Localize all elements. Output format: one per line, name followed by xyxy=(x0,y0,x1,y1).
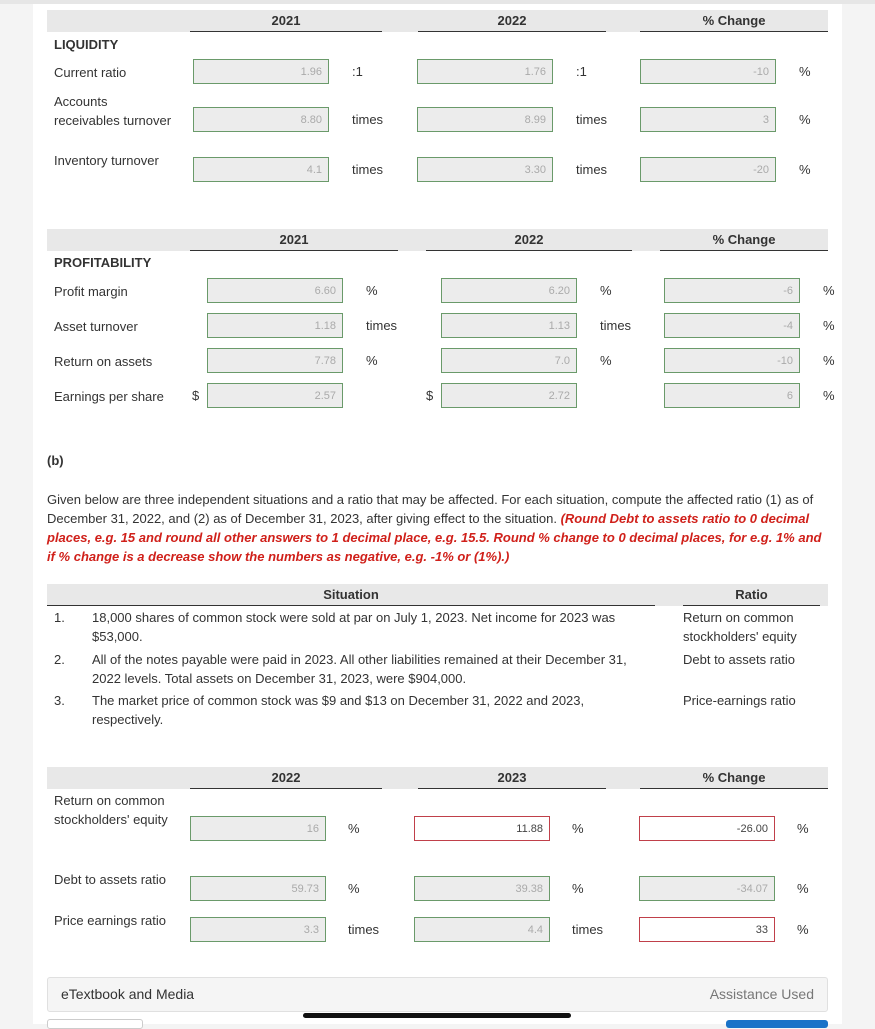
liquidity-unit: times xyxy=(352,162,384,177)
profitability-row-label: Asset turnover xyxy=(54,318,138,334)
liquidity-unit: % xyxy=(799,64,811,79)
liquidity-input-change[interactable]: -20 xyxy=(640,157,776,182)
answers-unit: % xyxy=(797,821,809,836)
answers-unit: % xyxy=(572,881,584,896)
situation-ratio: Debt to assets ratio xyxy=(683,652,795,667)
secondary-button[interactable] xyxy=(47,1019,143,1029)
liquidity-section-label: LIQUIDITY xyxy=(54,37,119,52)
answers-unit: times xyxy=(348,922,380,937)
situation-header: Situation xyxy=(47,584,655,606)
profitability-col-header-0: 2021 xyxy=(190,229,398,251)
situation-number: 3. xyxy=(54,693,65,708)
profitability-unit: times xyxy=(600,318,632,333)
liquidity-unit: :1 xyxy=(352,64,363,79)
profitability-section-label: PROFITABILITY xyxy=(54,255,152,270)
profitability-unit: % xyxy=(823,353,835,368)
answers-input-v2022[interactable]: 16 xyxy=(190,816,326,841)
situation-text: The market price of common stock was $9 and $13 on December 31, 2022 and 2023, respectively. xyxy=(92,693,585,727)
profitability-input-v2021[interactable]: 6.60 xyxy=(207,278,343,303)
profitability-unit: % xyxy=(600,283,612,298)
instructions-text: Given below are three independent situations and a ratio that may be affected. For each situation, compute the affected ratio (1) as of December 31, 2022, and (2) as of December 31, 2023, after giving effect to the situation. xyxy=(47,492,814,526)
liquidity-unit: :1 xyxy=(576,64,587,79)
liquidity-row-label: Current ratio xyxy=(54,64,127,80)
answers-input-v2022[interactable]: 59.73 xyxy=(190,876,326,901)
part-b-label: (b) xyxy=(47,453,64,468)
footer-bar xyxy=(47,977,828,1012)
profitability-input-v2022[interactable]: 1.13 xyxy=(441,313,577,338)
liquidity-input-v2022[interactable]: 1.76 xyxy=(417,59,553,84)
profitability-input-v2022[interactable]: 6.20 xyxy=(441,278,577,303)
liquidity-unit: times xyxy=(352,112,384,127)
dollar-sign: $ xyxy=(192,388,200,403)
answers-input-v2023[interactable]: 4.4 xyxy=(414,917,550,942)
profitability-input-v2021[interactable]: 2.57 xyxy=(207,383,343,408)
dollar-sign: $ xyxy=(426,388,434,403)
liquidity-unit: times xyxy=(576,112,608,127)
answers-unit: % xyxy=(348,821,360,836)
profitability-row-label: Earnings per share xyxy=(54,388,164,404)
profitability-input-change[interactable]: -4 xyxy=(664,313,800,338)
answers-row-label: Return on common stockholders' equity xyxy=(54,793,168,827)
profitability-unit: % xyxy=(823,318,835,333)
liquidity-input-v2021[interactable]: 4.1 xyxy=(193,157,329,182)
rounding-instructions: (Round Debt to assets ratio to 0 decimal places, e.g. 15 and round all other answers to 1 decimal place, e.g. 15.5. Round % change to 0 decimal places, for e.g. 1% and if % change is a decrease show the numbers as negative, e.g. -1% or (1%).) xyxy=(47,511,822,564)
liquidity-col-header-1: 2022 xyxy=(418,10,606,32)
answers-col-header-2: % Change xyxy=(640,767,828,789)
profitability-unit: % xyxy=(600,353,612,368)
profitability-col-header-1: 2022 xyxy=(426,229,632,251)
answers-row-label: Debt to assets ratio xyxy=(54,872,166,887)
liquidity-input-v2022[interactable]: 8.99 xyxy=(417,107,553,132)
answers-row-label: Price earnings ratio xyxy=(54,913,166,928)
assistance-used: Assistance Used xyxy=(709,986,814,1002)
situation-text: 18,000 shares of common stock were sold at par on July 1, 2023. Net income for 2023 was $53,000. xyxy=(92,610,616,644)
liquidity-input-change[interactable]: 3 xyxy=(640,107,776,132)
answers-input-change[interactable]: 33 xyxy=(639,917,775,942)
profitability-input-v2021[interactable]: 1.18 xyxy=(207,313,343,338)
answers-input-v2023[interactable]: 39.38 xyxy=(414,876,550,901)
liquidity-input-change[interactable]: -10 xyxy=(640,59,776,84)
liquidity-row-label: Accounts receivables turnover xyxy=(54,93,172,128)
profitability-input-change[interactable]: -10 xyxy=(664,348,800,373)
etextbook-link[interactable]: eTextbook and Media xyxy=(61,986,195,1002)
profitability-unit: % xyxy=(823,388,835,403)
profitability-row-label: Profit margin xyxy=(54,283,128,299)
liquidity-col-header-2: % Change xyxy=(640,10,828,32)
profitability-input-change[interactable]: -6 xyxy=(664,278,800,303)
answers-unit: % xyxy=(797,881,809,896)
situation-ratio: Price-earnings ratio xyxy=(683,693,796,708)
answers-input-change[interactable]: -26.00 xyxy=(639,816,775,841)
answers-input-change[interactable]: -34.07 xyxy=(639,876,775,901)
answers-unit: % xyxy=(348,881,360,896)
instructions xyxy=(47,490,822,566)
profitability-input-v2022[interactable]: 7.0 xyxy=(441,348,577,373)
answers-input-v2022[interactable]: 3.3 xyxy=(190,917,326,942)
answers-col-header-1: 2023 xyxy=(418,767,606,789)
answers-col-header-0: 2022 xyxy=(190,767,382,789)
liquidity-input-v2021[interactable]: 8.80 xyxy=(193,107,329,132)
submit-button[interactable] xyxy=(726,1020,828,1028)
answers-unit: times xyxy=(572,922,604,937)
profitability-input-v2021[interactable]: 7.78 xyxy=(207,348,343,373)
profitability-unit: % xyxy=(823,283,835,298)
liquidity-input-v2021[interactable]: 1.96 xyxy=(193,59,329,84)
liquidity-unit: times xyxy=(576,162,608,177)
profitability-unit: % xyxy=(366,353,378,368)
ratio-header: Ratio xyxy=(683,584,820,606)
liquidity-unit: % xyxy=(799,112,811,127)
liquidity-row-label: Inventory turnover xyxy=(54,153,159,168)
liquidity-col-header-0: 2021 xyxy=(190,10,382,32)
answers-input-v2023[interactable]: 11.88 xyxy=(414,816,550,841)
profitability-unit: times xyxy=(366,318,398,333)
situation-number: 1. xyxy=(54,610,65,625)
liquidity-input-v2022[interactable]: 3.30 xyxy=(417,157,553,182)
situation-number: 2. xyxy=(54,652,65,667)
answers-unit: % xyxy=(797,922,809,937)
profitability-unit: % xyxy=(366,283,378,298)
situation-ratio: Return on common stockholders' equity xyxy=(683,610,797,644)
home-indicator xyxy=(303,1013,571,1018)
profitability-input-change[interactable]: 6 xyxy=(664,383,800,408)
profitability-col-header-2: % Change xyxy=(660,229,828,251)
situation-text: All of the notes payable were paid in 2023. All other liabilities remained at their December 31, 2022 levels. Total assets on December 31, 2023, were $904,000. xyxy=(92,652,627,686)
answers-unit: % xyxy=(572,821,584,836)
profitability-row-label: Return on assets xyxy=(54,353,153,369)
liquidity-unit: % xyxy=(799,162,811,177)
profitability-input-v2022[interactable]: 2.72 xyxy=(441,383,577,408)
